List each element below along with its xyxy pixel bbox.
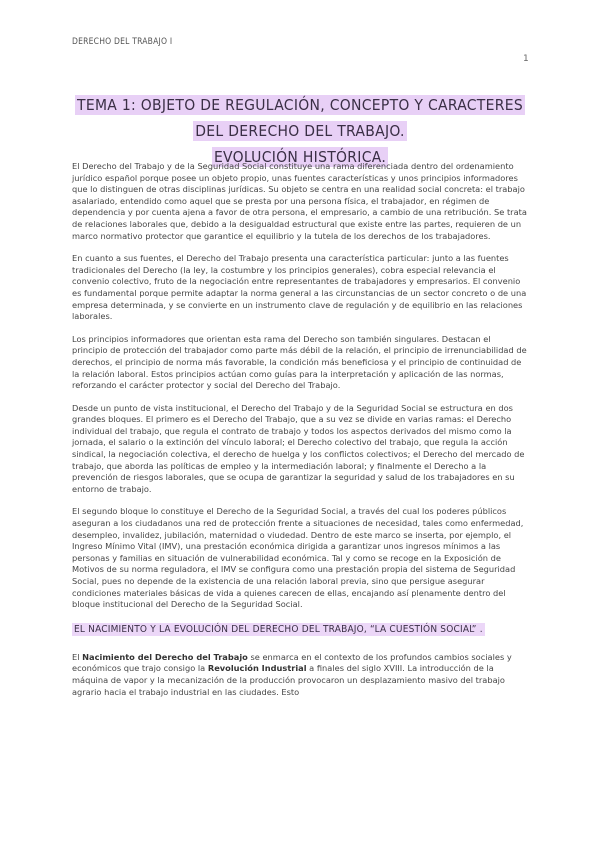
- birth-text-3: a finales del siglo XVIII. La introducción de la máquina de vapor y la mecanización de la producción provocaron un desplazamiento masivo del trabajo agrario hacia el trabajo industrial en las ciudades. Esto: [72, 663, 505, 697]
- birth-bold-term: Nacimiento del Derecho del Trabajo: [82, 651, 248, 662]
- industrial-revolution-term: Revolución Industrial: [207, 663, 307, 674]
- document-title: [72, 92, 528, 170]
- running-header: DERECHO DEL TRABAJO I: [72, 37, 173, 47]
- document-body: [72, 161, 528, 709]
- paragraph-object: El Derecho del Trabajo y de la Seguridad Social constituye una rama diferenciada dentro del ordenamiento jurídico español porque posee un objeto propio, unas fuentes características y unos principios informadores que lo distinguen de otras disciplinas jurídicas. Su objeto se centra en una realidad social concreta: el trabajo asalariado, entendido como aquel que se presta por una persona física, el trabajador, en régimen de dependencia y por cuenta ajena a favor de otra persona, el empresario, a cambio de una retribución. Se trata de relaciones laborales que, debido a la desigualdad estructural que existe entre las partes, requieren de un marco normativo protector que garantice el equilibrio y la tutela de los derechos de los trabajadores.: [72, 161, 527, 241]
- birth-text-2: se enmarca en el contexto de los profundos cambios sociales y económicos que trajo consigo la: [72, 651, 512, 674]
- paragraph-sources: En cuanto a sus fuentes, el Derecho del Trabajo presenta una característica particular: junto a las fuentes tradicionales del Derecho (la ley, la costumbre y los principios generales), cobra especial relevancia el convenio colectivo, fruto de la negociación entre representantes de trabajadores y empresarios. El convenio es fundamental porque permite adaptar la norma general a las circunstancias de un sector concreto o de una empresa determinada, y se convierte en un instrumento clave de regulación y de equilibrio en las relaciones laborales.: [72, 253, 527, 322]
- birth-text-1: El: [72, 651, 83, 662]
- paragraph-birth: [72, 652, 528, 698]
- page-number: 1: [523, 54, 529, 64]
- paragraph-institutional: Desde un punto de vista institucional, el Derecho del Trabajo y de la Seguridad Social se estructura en dos grandes bloques. El primero es el Derecho del Trabajo, que a su vez se divide en varias ramas: el Derecho individual del trabajo, que regula el contrato de trabajo y todos los aspectos derivados del mismo como la jornada, el salario o la extinción del vínculo laboral; el Derecho colectivo del trabajo, que regula la acción sindical, la negociación colectiva, el derecho de huelga y los conflictos colectivos; el Derecho del mercado de trabajo, que aborda las políticas de empleo y la intermediación laboral; y finalmente el Derecho a la prevención de riesgos laborales, que se ocupa de garantizar la seguridad y salud de los trabajadores en su entorno de trabajo.: [72, 402, 525, 494]
- paragraph-social-security: El segundo bloque lo constituye el Derecho de la Seguridad Social, a través del cual los poderes públicos aseguran a los ciudadanos una red de protección frente a situaciones de necesidad, tales como enfermedad, desempleo, invalidez, jubilación, maternidad o viudedad. Dentro de este marco se inserta, por ejemplo, el Ingreso Mínimo Vital (IMV), una prestación económica dirigida a garantizar unos ingresos mínimos a las personas y familias en situación de vulnerabilidad económica. Tal y como se recoge en la Exposición de Motivos de su norma reguladora, el IMV se configura como una prestación propia del sistema de Seguridad Social, pues no depende de la existencia de una relación laboral previa, sino que persigue asegurar condiciones materiales básicas de vida a quienes carecen de ellas, encajando así plenamente dentro del bloque institucional del Derecho de la Seguridad Social.: [72, 506, 524, 610]
- title-line-1: TEMA 1: OBJETO DE REGULACIÓN, CONCEPTO Y CARACTERES DEL DERECHO DEL TRABAJO.: [77, 96, 523, 140]
- section-heading: [72, 622, 528, 638]
- title-line-2: EVOLUCIÓN HISTÓRICA.: [213, 148, 387, 166]
- paragraph-principles: Los principios informadores que orientan esta rama del Derecho son también singulares. Destacan el principio de protección del trabajador como parte más débil de la relación, el principio de irrenunciabilidad de derechos, el principio de norma más favorable, la condición más beneficiosa y el principio de continuidad de la relación laboral. Estos principios actúan como guías para la interpretación y aplicación de las normas, reforzando el carácter protector y social del Derecho del Trabajo.: [72, 333, 527, 391]
- section-heading-text: EL NACIMIENTO Y LA EVOLUCIÓN DEL DERECHO DEL TRABAJO, “LA CUESTIÓN SOCIAL” .: [74, 623, 483, 635]
